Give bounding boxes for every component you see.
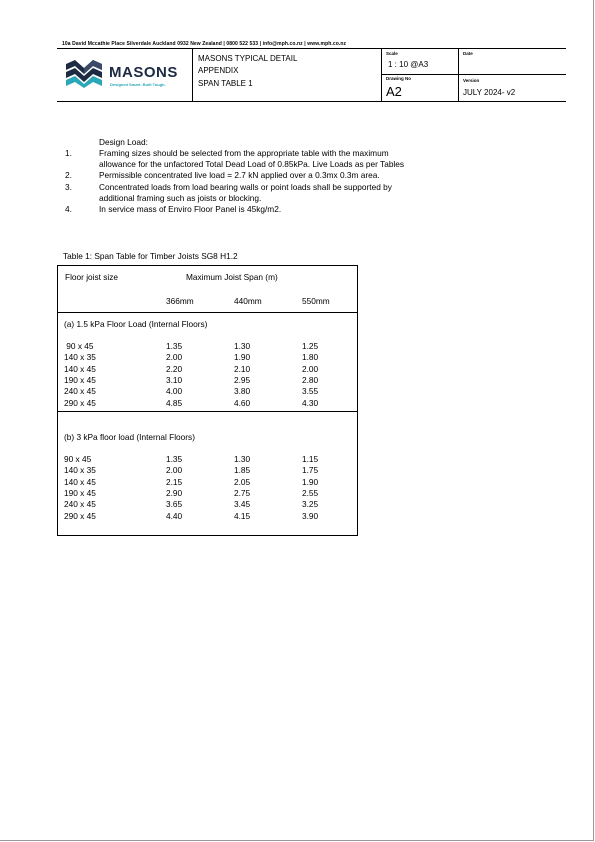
span-value-cell: 4.15 <box>234 510 251 521</box>
span-value-cell: 2.00 <box>166 465 183 476</box>
span-value-cell: 1.80 <box>302 352 319 363</box>
joist-size-cell: 90 x 45 <box>64 341 94 351</box>
note-line: additional framing such as joists or blocking. <box>99 193 262 203</box>
note-number: 1. <box>65 148 72 158</box>
span-value-cell: 2.90 <box>166 487 183 498</box>
span-value-cell: 3.80 <box>234 386 251 397</box>
note-line: Permissible concentrated live load = 2.7 kN applied over a 0.3mx 0.3m area. <box>99 170 380 180</box>
span-value-cell: 1.15 <box>302 454 319 464</box>
joist-size-cell: 140 x 35 <box>64 352 96 363</box>
title-block-top-rule <box>57 48 566 49</box>
date-label: Date <box>463 51 473 56</box>
note-line: In service mass of Enviro Floor Panel is 45kg/m2. <box>99 204 282 214</box>
drawing-no-value: A2 <box>386 84 402 99</box>
span-value-cell: 2.55 <box>302 487 319 498</box>
scale-label: Scale <box>386 51 398 56</box>
span-value-cell: 1.90 <box>234 352 251 363</box>
joist-size-cell: 290 x 45 <box>64 510 96 521</box>
span-value-cell: 2.20 <box>166 363 183 374</box>
note-number: 4. <box>65 204 72 214</box>
span-value-cell: 3.90 <box>302 510 319 521</box>
title-block-divider-1 <box>192 48 193 101</box>
span-value-cell: 4.00 <box>166 386 183 397</box>
version-label: Version <box>463 78 480 83</box>
note-line: allowance for the unfactored Total Dead Load of 0.85kPa. Live Loads as per Tables <box>99 159 405 169</box>
version-value: JULY 2024- v2 <box>463 88 516 97</box>
joist-size-cell: 240 x 45 <box>64 386 96 397</box>
span-value-cell: 4.85 <box>166 397 183 408</box>
span-value-cell: 4.30 <box>302 397 319 408</box>
span-value-cell: 1.30 <box>234 341 251 351</box>
col-header-spacing: 440mm <box>234 296 262 306</box>
span-value-cell: 2.00 <box>302 363 319 374</box>
scale-value: 1 : 10 @A3 <box>388 60 429 69</box>
title-block-bottom-rule <box>57 101 566 102</box>
span-value-cell: 3.55 <box>302 386 319 397</box>
section-title-a: (a) 1.5 kPa Floor Load (Internal Floors) <box>64 319 208 329</box>
span-value-cell: 2.10 <box>234 363 251 374</box>
title-line-3: SPAN TABLE 1 <box>198 79 253 88</box>
span-value-cell: 4.60 <box>234 397 251 408</box>
joist-size-cell: 140 x 45 <box>64 363 96 374</box>
span-value-cell: 4.40 <box>166 510 183 521</box>
span-value-cell: 1.85 <box>234 465 251 476</box>
brand-name: MASONS <box>109 64 178 81</box>
span-value-cell: 1.35 <box>166 341 183 351</box>
col-header-max-span: Maximum Joist Span (m) <box>186 272 278 282</box>
title-line-1: MASONS TYPICAL DETAIL <box>198 54 298 63</box>
span-value-cell: 2.00 <box>166 352 183 363</box>
joist-size-cell: 190 x 45 <box>64 487 96 498</box>
joist-size-cell: 90 x 45 <box>64 454 92 464</box>
section-title-b: (b) 3 kPa floor load (Internal Floors) <box>64 432 195 442</box>
col-header-spacing: 550mm <box>302 296 330 306</box>
note-line: Concentrated loads from load bearing walls or point loads shall be supported by <box>99 182 392 192</box>
note-number: 3. <box>65 182 72 192</box>
table-caption: Table 1: Span Table for Timber Joists SG8 H1.2 <box>63 251 238 261</box>
span-value-cell: 1.90 <box>302 476 319 487</box>
span-value-cell: 2.80 <box>302 374 319 385</box>
table-header-rule <box>57 312 358 313</box>
company-address: 10a David Mccathie Place Silverdale Auckland 0932 New Zealand | 0800 522 533 | info@mph.co.nz | www.mph.co.nz <box>62 41 347 47</box>
span-value-cell: 3.10 <box>166 374 183 385</box>
brand-tagline: Designed Smart. Built Tough. <box>110 82 166 87</box>
note-line: Framing sizes should be selected from the appropriate table with the maximum <box>99 148 389 158</box>
span-value-cell: 2.15 <box>166 476 183 487</box>
span-value-cell: 1.35 <box>166 454 183 464</box>
drawing-no-label: Drawing No <box>386 76 412 81</box>
span-value-cell: 2.95 <box>234 374 251 385</box>
notes-heading: Design Load: <box>99 137 148 147</box>
span-value-cell: 1.25 <box>302 341 319 351</box>
span-value-cell: 1.75 <box>302 465 319 476</box>
span-value-cell: 3.65 <box>166 499 183 510</box>
masons-logo-icon <box>66 60 102 88</box>
joist-size-cell: 240 x 45 <box>64 499 96 510</box>
col-header-joist-size: Floor joist size <box>65 272 119 282</box>
col-header-spacing: 366mm <box>166 296 194 306</box>
span-value-cell: 3.45 <box>234 499 251 510</box>
table-section-rule <box>57 411 358 412</box>
span-value-cell: 2.05 <box>234 476 251 487</box>
span-value-cell: 1.30 <box>234 454 251 464</box>
joist-size-cell: 190 x 45 <box>64 374 96 385</box>
span-value-cell: 3.25 <box>302 499 319 510</box>
joist-size-cell: 140 x 45 <box>64 476 96 487</box>
joist-size-cell: 290 x 45 <box>64 397 96 408</box>
title-line-2: APPENDIX <box>198 66 239 75</box>
note-number: 2. <box>65 170 72 180</box>
title-block-mid-rule <box>381 74 566 75</box>
span-value-cell: 2.75 <box>234 487 251 498</box>
joist-size-cell: 140 x 35 <box>64 465 96 476</box>
